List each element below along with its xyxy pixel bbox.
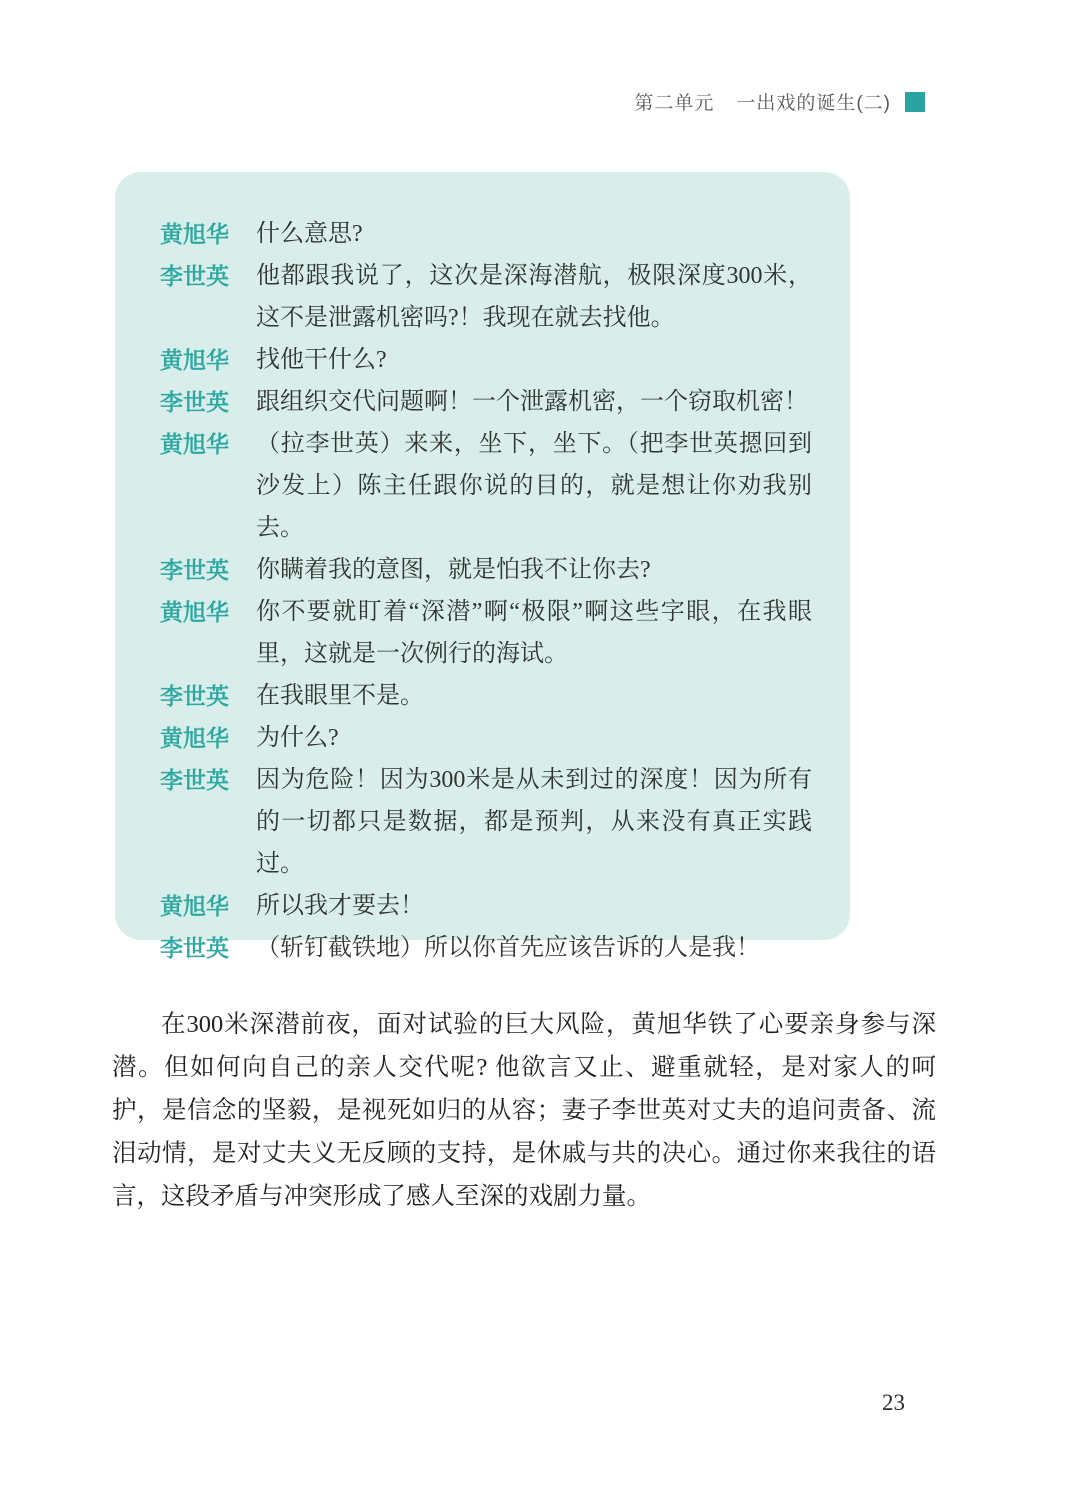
speaker-name: 李世英 <box>160 935 229 961</box>
speech-text: 找他干什么? <box>256 347 387 373</box>
speech-text: 什么意思? <box>256 221 363 247</box>
running-header <box>634 88 925 115</box>
dialogue-row <box>160 423 812 549</box>
speaker-name: 黄旭华 <box>160 725 229 751</box>
dialogue-row <box>160 759 812 885</box>
speech-text: 他都跟我说了，这次是深海潜航，极限深度300米，这不是泄露机密吗?！我现在就去找他。 <box>256 263 812 331</box>
speaker-name: 黄旭华 <box>160 431 229 457</box>
speech-text: 为什么? <box>256 725 339 751</box>
speech-text: 因为危险！因为300米是从未到过的深度！因为所有的一切都只是数据，都是预判，从来没有真正实践过。 <box>256 767 812 877</box>
dialogue-row <box>160 549 812 591</box>
dialogue-row <box>160 885 812 927</box>
dialogue-row <box>160 213 812 255</box>
chapter-title: 一出戏的诞生(二) <box>736 93 891 114</box>
dialogue-row <box>160 591 812 675</box>
speaker-name: 李世英 <box>160 557 229 583</box>
speech-text: 跟组织交代问题啊！一个泄露机密，一个窃取机密！ <box>256 389 808 415</box>
page-number: 23 <box>882 1390 905 1415</box>
speech-text: 在我眼里不是。 <box>256 683 424 709</box>
dialogue-box <box>115 172 850 961</box>
speech-text: 你瞒着我的意图，就是怕我不让你去? <box>256 557 651 583</box>
dialogue-row <box>160 381 812 423</box>
speech-text: （斩钉截铁地）所以你首先应该告诉的人是我！ <box>256 935 760 961</box>
speech-text: （拉李世英）来来，坐下，坐下。（把李世英摁回到沙发上）陈主任跟你说的目的，就是想让你劝我别去。 <box>256 431 812 541</box>
dialogue-row <box>160 339 812 381</box>
dialogue-row <box>160 255 812 339</box>
speaker-name: 黄旭华 <box>160 347 229 373</box>
speaker-name: 黄旭华 <box>160 221 229 247</box>
speaker-name: 李世英 <box>160 389 229 415</box>
dialogue-row <box>160 717 812 759</box>
speech-text: 你不要就盯着“深潜”啊“极限”啊这些字眼，在我眼里，这就是一次例行的海试。 <box>256 599 812 667</box>
speaker-name: 李世英 <box>160 683 229 709</box>
header-square-icon <box>905 92 925 112</box>
speaker-name: 黄旭华 <box>160 893 229 919</box>
speaker-name: 李世英 <box>160 767 229 793</box>
speaker-name: 黄旭华 <box>160 599 229 625</box>
unit-label: 第二单元 <box>634 93 715 114</box>
commentary-paragraph: 在300米深潜前夜，面对试验的巨大风险，黄旭华铁了心要亲身参与深潜。但如何向自己的亲人交代呢? 他欲言又止、避重就轻，是对家人的呵护，是信念的坚毅，是视死如归的从容；妻子李世英对丈夫的追问责备、流泪动情，是对丈夫义无反顾的支持，是休戚与共的决心。通过你来我往的语言，这段矛盾与冲突形成了感人至深的戏剧力量。 <box>112 1011 936 1210</box>
dialogue-row <box>160 675 812 717</box>
speaker-name: 李世英 <box>160 263 229 289</box>
speech-text: 所以我才要去！ <box>256 893 424 919</box>
dialogue-row <box>160 927 812 969</box>
